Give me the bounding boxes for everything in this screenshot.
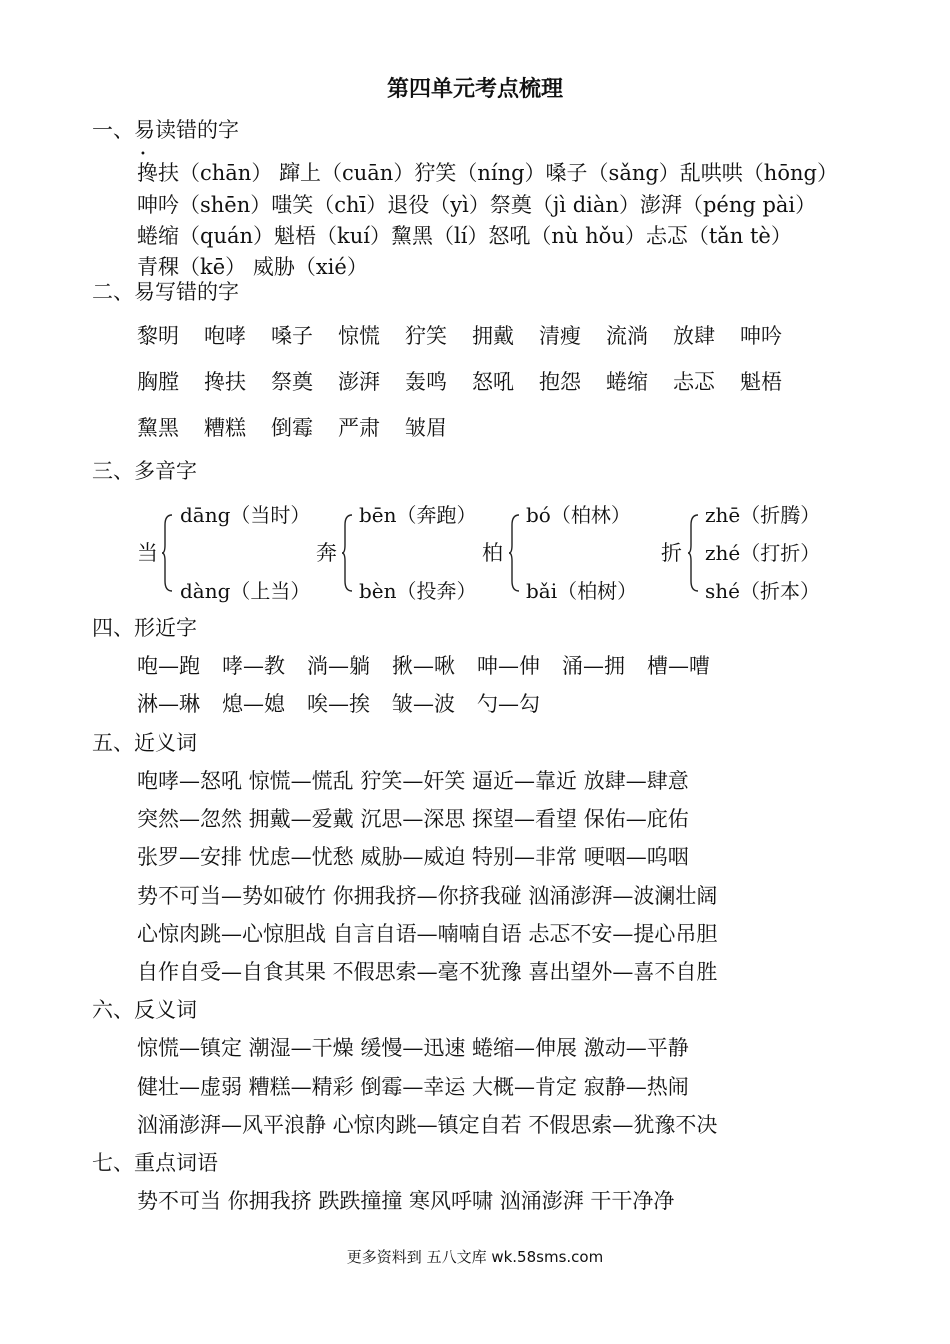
polyphone-char-4: 折 [661,541,682,565]
polyphone-reading-bottom-2: bèn（投奔） [359,579,477,603]
similar-row-1 [137,650,732,680]
writing-word: 狞笑 [405,324,447,348]
writing-word: 严肃 [338,416,380,440]
similar-pair: 皱—波 [392,692,455,716]
synonym-line-2: 突然—忽然 拥戴—爱戴 沉思—深思 探望—看望 保佑—庇佑 [137,807,689,831]
polyphone-reading-top-4: zhē（折腾） [705,503,821,527]
section-heading-5: 五、近义词 [92,731,197,755]
page-title: 第四单元考点梳理 [386,77,563,102]
writing-word: 黎明 [137,324,179,348]
similar-row-2 [137,688,562,718]
writing-word: 抱怨 [539,370,581,394]
section-heading-6: 六、反义词 [92,998,197,1022]
key-words-line: 势不可当 你拥我挤 跌跌撞撞 寒风呼啸 汹涌澎湃 干干净净 [137,1189,675,1213]
section-heading-7: 七、重点词语 [92,1151,218,1175]
writing-row-3 [137,412,472,442]
writing-word: 轰鸣 [405,370,447,394]
brace-icon [688,513,700,593]
pronunciation-line-1: 搀扶（chān） 蹿上（cuān）狞笑（níng）嗓子（sǎng）乱哄哄（hōng） [137,161,838,185]
writing-word: 清瘦 [539,324,581,348]
writing-word: 忐忑 [673,370,715,394]
polyphone-char-2: 奔 [316,541,337,565]
pronunciation-line-4: 青稞（kē） 威胁（xié） [137,255,368,279]
writing-row-1 [137,320,807,350]
synonym-line-4: 势不可当—势如破竹 你拥我挤—你挤我碰 汹涌澎湃—波澜壮阔 [137,884,718,908]
brace-icon [342,513,354,593]
polyphone-reading-bottom-1: dàng（上当） [180,579,311,603]
writing-word: 搀扶 [204,370,246,394]
emphasis-dots: • [140,149,146,160]
writing-word: 糟糕 [204,416,246,440]
brace-icon [509,513,521,593]
polyphone-char-1: 当 [137,541,158,565]
writing-row-2 [137,366,807,396]
similar-pair: 咆—跑 [137,654,200,678]
writing-word: 拥戴 [472,324,514,348]
polyphone-char-3: 柏 [482,541,503,565]
polyphone-reading-bottom-3: bǎi（柏树） [526,579,638,603]
polyphone-reading-middle-4: zhé（打折） [705,541,821,565]
similar-pair: 涌—拥 [562,654,625,678]
similar-pair: 熄—媳 [222,692,285,716]
polyphone-reading-top-1: dāng（当时） [180,503,311,527]
section-heading-1: 一、易读错的字 [92,118,239,142]
similar-pair: 槽—嘈 [647,654,710,678]
writing-word: 怒吼 [472,370,514,394]
writing-word: 倒霉 [271,416,313,440]
writing-word: 嗓子 [271,324,313,348]
brace-icon [162,513,174,593]
polyphone-reading-bottom-4: shé（折本） [705,579,820,603]
pronunciation-line-2: 呻吟（shēn）嗤笑（chī）退役（yì）祭奠（jì diàn）澎湃（péng pài） [137,193,817,217]
writing-word: 黧黑 [137,416,179,440]
section-heading-4: 四、形近字 [92,616,197,640]
footer-watermark: 更多资料到 五八文库 wk.58sms.com [346,1248,604,1266]
writing-word: 流淌 [606,324,648,348]
antonym-line-1: 惊慌—镇定 潮湿—干燥 缓慢—迅速 蜷缩—伸展 激动—平静 [137,1036,689,1060]
similar-pair: 淌—躺 [307,654,370,678]
synonym-line-6: 自作自受—自食其果 不假思索—毫不犹豫 喜出望外—喜不自胜 [137,960,718,984]
section-heading-2: 二、易写错的字 [92,280,239,304]
synonym-line-1: 咆哮—怒吼 惊慌—慌乱 狞笑—奸笑 逼近—靠近 放肆—肆意 [137,769,689,793]
polyphone-reading-top-3: bó（柏林） [526,503,631,527]
antonym-line-3: 汹涌澎湃—风平浪静 心惊肉跳—镇定自若 不假思索—犹豫不决 [137,1113,718,1137]
pronunciation-line-3: 蜷缩（quán）魁梧（kuí）黧黑（lí）怒吼（nù hǒu）忐忑（tǎn tè） [137,224,792,248]
writing-word: 澎湃 [338,370,380,394]
writing-word: 蜷缩 [606,370,648,394]
polyphone-reading-top-2: bēn（奔跑） [359,503,477,527]
writing-word: 魁梧 [740,370,782,394]
similar-pair: 唉—挨 [307,692,370,716]
writing-word: 咆哮 [204,324,246,348]
similar-pair: 勺—勾 [477,692,540,716]
similar-pair: 呻—伸 [477,654,540,678]
similar-pair: 揪—啾 [392,654,455,678]
antonym-line-2: 健壮—虚弱 糟糕—精彩 倒霉—幸运 大概—肯定 寂静—热闹 [137,1075,689,1099]
writing-word: 放肆 [673,324,715,348]
similar-pair: 哮—教 [222,654,285,678]
synonym-line-5: 心惊肉跳—心惊胆战 自言自语—喃喃自语 忐忑不安—提心吊胆 [137,922,718,946]
similar-pair: 淋—琳 [137,692,200,716]
writing-word: 呻吟 [740,324,782,348]
section-heading-3: 三、多音字 [92,459,197,483]
synonym-line-3: 张罗—安排 忧虑—忧愁 威胁—威迫 特别—非常 哽咽—呜咽 [137,845,689,869]
writing-word: 皱眉 [405,416,447,440]
writing-word: 祭奠 [271,370,313,394]
writing-word: 胸膛 [137,370,179,394]
writing-word: 惊慌 [338,324,380,348]
